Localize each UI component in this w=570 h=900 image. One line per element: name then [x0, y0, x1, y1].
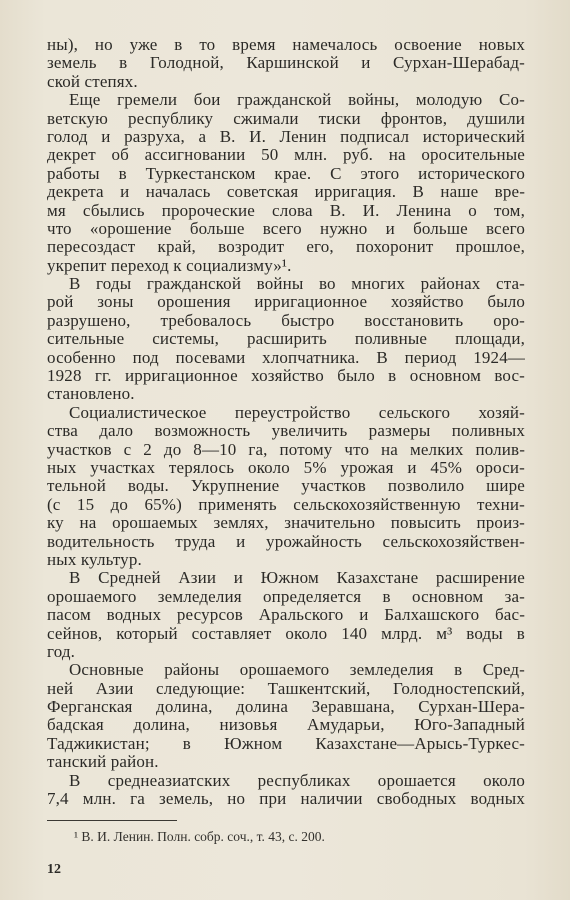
text-line: 7,4 млн. га земель, но при наличии свободных водных [47, 789, 525, 809]
text-line: работы в Туркестанском крае. С этого исторического [47, 163, 525, 183]
text-line: декрет об ассигновании 50 млн. руб. на оросительные [47, 145, 525, 165]
text-line: танский район. [47, 752, 159, 772]
text-line: голод и разруха, а В. И. Ленин подписал исторический [47, 126, 525, 146]
text-line: В годы гражданской войны во многих районах ста- [69, 274, 525, 294]
text-line: ны), но уже в то время намечалось освоение новых [47, 35, 525, 54]
page-number: 12 [47, 862, 61, 877]
text-line: ской степях. [47, 71, 138, 91]
footnote: ¹ В. И. Ленин. Полн. собр. соч., т. 43, с. 200. [74, 829, 325, 844]
text-line: ку на орошаемых землях, значительно повысить произ- [47, 513, 525, 533]
text-line: ства дало возможность увеличить размеры поливных [47, 421, 525, 441]
text-line: укрепит переход к социализму»¹. [47, 255, 292, 275]
body-text [47, 36, 525, 808]
text-line: становлено. [47, 384, 135, 404]
text-line: ных участках терялось около 5% урожая и 45% ороси- [47, 457, 525, 477]
text-line: земель в Голодной, Каршинской и Сурхан-Шерабад- [47, 53, 525, 73]
text-line: ных культур. [47, 549, 142, 569]
text-line: Социалистическое переустройство сельского хозяй- [69, 402, 525, 422]
text-line: сительные системы, расширить поливные площади, [47, 329, 525, 349]
text-line: В Средней Азии и Южном Казахстане расширение [69, 568, 525, 588]
text-line: Таджикистан; в Южном Казахстане—Арысь-Туркес- [47, 733, 525, 753]
text-line: декрета и началась советская ирригация. В наше вре- [47, 182, 525, 202]
text-line: разрушено, требовалось быстро восстановить оро- [47, 310, 525, 330]
text-line: пасом водных ресурсов Аральского и Балхашского бас- [47, 605, 525, 625]
text-line: тельной воды. Укрупнение участков позволило шире [47, 476, 525, 496]
text-line: ветскую республику сжимали тиски фронтов, душили [47, 108, 525, 128]
text-line: мя сбылись пророческие слова В. И. Ленина о том, [47, 200, 525, 220]
text-line: что «орошение больше всего нужно и больше всего [47, 218, 525, 238]
text-line: сейнов, который составляет около 140 млрд. м³ воды в [47, 623, 525, 643]
text-line: 1928 гг. ирригационное хозяйство было в основном вос- [47, 366, 525, 386]
text-line: (с 15 до 65%) применять сельскохозяйственную техни- [47, 494, 525, 514]
footnote-divider [47, 820, 177, 821]
text-line: рой зоны орошения ирригационное хозяйство было [47, 292, 525, 312]
text-line: участков с 2 до 8—10 га, потому что на мелких полив- [47, 439, 525, 459]
text-line: Ферганская долина, долина Зеравшана, Сурхан-Шера- [47, 697, 525, 717]
text-line: водительность труда и урожайность сельскохозяйствен- [47, 531, 525, 551]
text-line: В среднеазиатских республиках орошается около [69, 770, 525, 790]
text-line: ней Азии следующие: Ташкентский, Голодностепский, [47, 678, 525, 698]
text-line: Основные районы орошаемого земледелия в Сред- [69, 660, 525, 680]
text-line: особенно под посевами хлопчатника. В период 1924— [47, 347, 525, 367]
text-line: Еще гремели бои гражданской войны, молодую Со- [69, 90, 525, 110]
text-line: год. [47, 641, 76, 661]
text-line: орошаемого земледелия определяется в основном за- [47, 586, 525, 606]
text-line: пересоздаст край, возродит его, похоронит прошлое, [47, 237, 525, 257]
text-line: бадская долина, низовья Амударьи, Юго-Западный [47, 715, 525, 735]
